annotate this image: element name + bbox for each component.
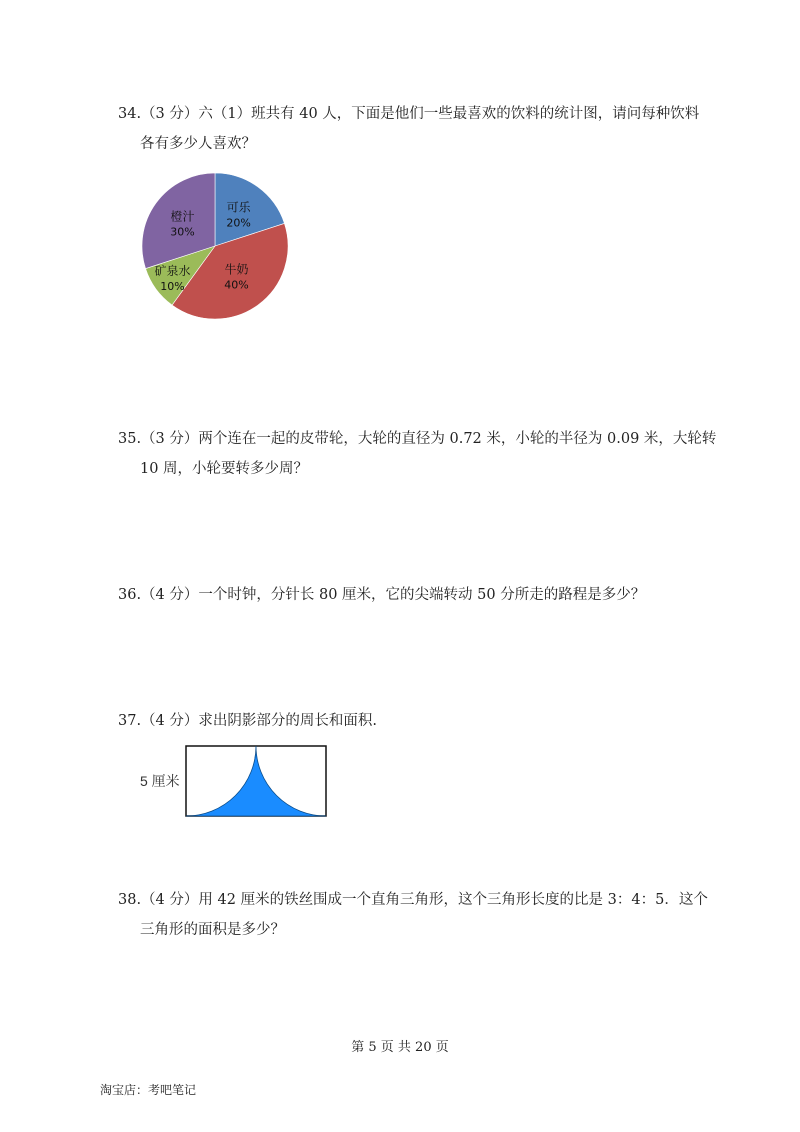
side-length-label: 5 厘米 xyxy=(140,773,180,789)
question-text: 37.（4 分）求出阴影部分的周长和面积. xyxy=(118,713,378,729)
question-35 xyxy=(118,424,717,484)
question-text: 35.（3 分）两个连在一起的皮带轮，大轮的直径为 0.72 米，小轮的半径为 0.09 米，大轮转 xyxy=(118,431,717,447)
shaded-region-figure xyxy=(130,742,340,822)
pie-slice-name: 矿泉水 xyxy=(154,263,191,278)
question-38 xyxy=(118,885,708,945)
question-text: 36.（4 分）一个时钟，分针长 80 厘米，它的尖端转动 50 分所走的路程是多少？ xyxy=(118,587,646,603)
pie-slice-name: 橙汁 xyxy=(170,209,195,224)
question-text: 34.（3 分）六（1）班共有 40 人，下面是他们一些最喜欢的饮料的统计图，请问每种饮料 xyxy=(118,106,700,122)
question-text: 10 周，小轮要转多少周？ xyxy=(140,461,309,477)
question-text: 三角形的面积是多少？ xyxy=(140,922,285,938)
shop-note: 淘宝店：考吧笔记 xyxy=(100,1083,197,1097)
pie-slice-percent: 10% xyxy=(160,279,185,293)
pie-slice-name: 牛奶 xyxy=(224,262,249,277)
beverage-pie-chart xyxy=(140,168,300,328)
question-34 xyxy=(118,99,698,159)
pie-slice-name: 可乐 xyxy=(226,200,251,215)
question-text: 各有多少人喜欢？ xyxy=(140,136,256,152)
pie-slice-percent: 40% xyxy=(224,278,249,292)
pie-slice-percent: 30% xyxy=(170,225,195,239)
question-text: 38.（4 分）用 42 厘米的铁丝围成一个直角三角形，这个三角形长度的比是 3：4：5．这个 xyxy=(118,892,708,908)
question-37 xyxy=(118,706,698,736)
question-36 xyxy=(118,580,698,610)
page-number: 第 5 页 共 20 页 xyxy=(351,1040,449,1055)
pie-slice-percent: 20% xyxy=(226,216,251,230)
